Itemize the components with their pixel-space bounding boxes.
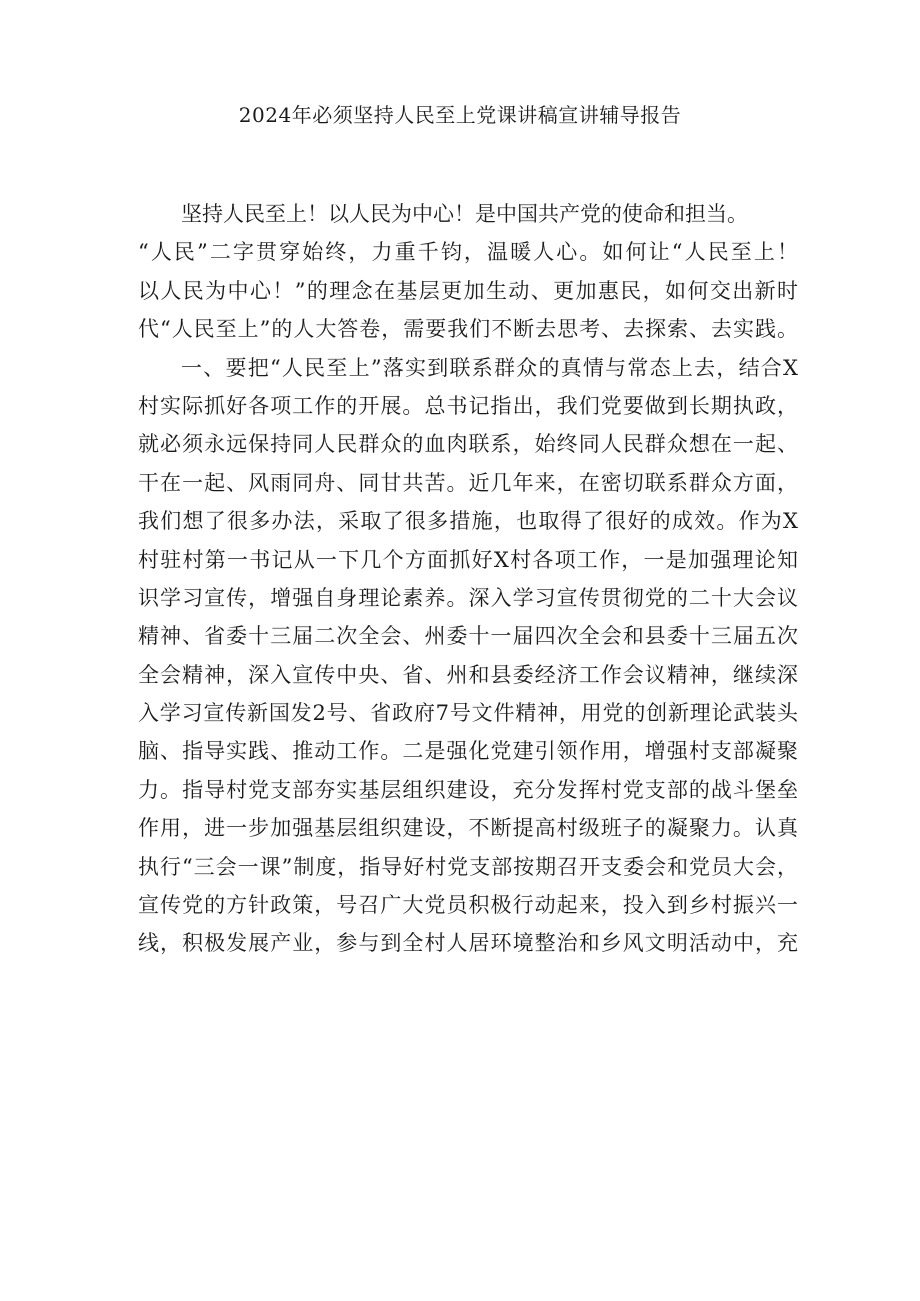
paragraph-line: 代“人民至上”的人大答卷，需要我们不断去思考、去探索、去实践。 [138,317,798,342]
paragraph-line: 以人民为中心！”的理念在基层更加生动、更加惠民，如何交出新时 [138,278,798,303]
paragraph-line: 执行“三会一课”制度，指导好村党支部按期召开支委会和党员大会， [138,854,798,879]
paragraph-line: 一、要把“人民至上”落实到联系群众的真情与常态上去，结合X [181,355,798,380]
paragraph-line: 坚持人民至上！以人民为中心！是中国共产党的使命和担当。 [181,202,748,226]
paragraph-line: 全会精神，深入宣传中央、省、州和县委经济工作会议精神，继续深 [138,662,798,687]
document-body [138,195,798,963]
paragraph-line: 识学习宣传，增强自身理论素养。深入学习宣传贯彻党的二十大会议 [138,585,798,610]
paragraph-line: 我们想了很多办法，采取了很多措施，也取得了很好的成效。作为X [138,509,798,534]
paragraph-line: 村驻村第一书记从一下几个方面抓好X村各项工作，一是加强理论知 [138,547,798,572]
paragraph-line: “人民”二字贯穿始终，力重千钧，温暖人心。如何让“人民至上！ [138,240,798,265]
paragraph-line: 线，积极发展产业，参与到全村人居环境整治和乡风文明活动中，充 [138,931,798,956]
paragraph-line: 脑、指导实践、推动工作。二是强化党建引领作用，增强村支部凝聚 [138,739,798,764]
paragraph-line: 精神、省委十三届二次全会、州委十一届四次全会和县委十三届五次 [138,624,798,649]
paragraph-line: 入学习宣传新国发2号、省政府7号文件精神，用党的创新理论武装头 [138,701,798,726]
paragraph-line: 宣传党的方针政策，号召广大党员积极行动起来，投入到乡村振兴一 [138,893,798,918]
paragraph-line: 作用，进一步加强基层组织建设，不断提高村级班子的凝聚力。认真 [138,816,798,841]
paragraph-line: 力。指导村党支部夯实基层组织建设，充分发挥村党支部的战斗堡垒 [138,777,798,802]
document-title: 2024年必须坚持人民至上党课讲稿宣讲辅导报告 [238,103,682,127]
paragraph-line: 干在一起、风雨同舟、同甘共苦。近几年来，在密切联系群众方面， [138,470,798,495]
paragraph-line: 村实际抓好各项工作的开展。总书记指出，我们党要做到长期执政， [138,393,798,418]
paragraph-line: 就必须永远保持同人民群众的血肉联系，始终同人民群众想在一起、 [138,432,798,457]
